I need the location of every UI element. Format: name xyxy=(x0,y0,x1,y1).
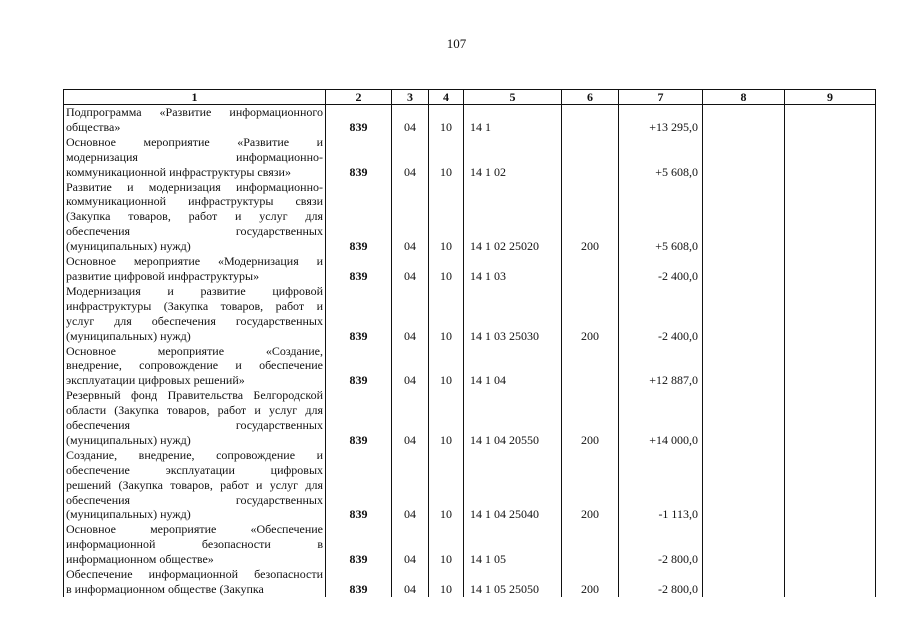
cell-c5: 14 1 04 25040 xyxy=(464,448,562,523)
row-name-cell xyxy=(64,105,326,135)
cell-c6: 200 xyxy=(562,284,619,344)
cell-c9 xyxy=(785,448,876,523)
cell-c9 xyxy=(785,522,876,567)
row-name-line: Обеспечение информационной безопасности xyxy=(66,567,323,582)
table-row xyxy=(64,522,876,567)
table-body xyxy=(64,105,876,598)
table-row xyxy=(64,180,876,255)
cell-c8 xyxy=(703,448,785,523)
row-name-cell xyxy=(64,344,326,389)
cell-c2: 839 xyxy=(326,284,392,344)
row-name-line: коммуникационной инфраструктуры связи xyxy=(66,194,323,209)
row-name-line: эксплуатации цифровых решений» xyxy=(66,373,245,388)
cell-c9 xyxy=(785,388,876,448)
row-name-line: услуг для обеспечения государственных xyxy=(66,313,323,328)
table-row xyxy=(64,388,876,448)
cell-c2: 839 xyxy=(326,522,392,567)
row-name-cell xyxy=(64,284,326,344)
table-row xyxy=(64,448,876,523)
cell-c9 xyxy=(785,105,876,135)
cell-c7: +13 295,0 xyxy=(619,105,703,135)
row-name-cell xyxy=(64,448,326,523)
cell-c8 xyxy=(703,522,785,567)
col-header-1: 1 xyxy=(64,90,326,105)
cell-c6 xyxy=(562,254,619,284)
row-name-line: (муниципальных) нужд) xyxy=(66,432,191,447)
cell-c4: 10 xyxy=(429,388,464,448)
table-row xyxy=(64,344,876,389)
cell-c2: 839 xyxy=(326,448,392,523)
cell-c4: 10 xyxy=(429,344,464,389)
col-header-7: 7 xyxy=(619,90,703,105)
cell-c6 xyxy=(562,344,619,389)
cell-c7: -2 400,0 xyxy=(619,284,703,344)
col-header-3: 3 xyxy=(392,90,429,105)
table-row xyxy=(64,254,876,284)
row-name-line: инфраструктуры (Закупка товаров, работ и xyxy=(66,298,323,313)
row-name-line: обеспечения государственных xyxy=(66,492,323,507)
cell-c3: 04 xyxy=(392,135,429,180)
col-header-8: 8 xyxy=(703,90,785,105)
cell-c2: 839 xyxy=(326,388,392,448)
cell-c8 xyxy=(703,344,785,389)
row-name-line: модернизация информационно- xyxy=(66,149,323,164)
cell-c2: 839 xyxy=(326,105,392,135)
cell-c8 xyxy=(703,180,785,255)
cell-c8 xyxy=(703,284,785,344)
cell-c5: 14 1 04 20550 xyxy=(464,388,562,448)
cell-c4: 10 xyxy=(429,284,464,344)
row-name-line: информационной безопасности в xyxy=(66,537,323,552)
row-name-line: области (Закупка товаров, работ и услуг для xyxy=(66,403,323,418)
row-name-line: в информационном обществе (Закупка xyxy=(66,582,264,596)
row-name-line: (муниципальных) нужд) xyxy=(66,239,191,254)
budget-table xyxy=(63,89,876,597)
row-name-cell xyxy=(64,522,326,567)
table-row xyxy=(64,135,876,180)
cell-c5: 14 1 05 xyxy=(464,522,562,567)
row-name-line: общества» xyxy=(66,119,121,134)
row-name-cell xyxy=(64,254,326,284)
cell-c3: 04 xyxy=(392,180,429,255)
cell-c8 xyxy=(703,254,785,284)
cell-c6 xyxy=(562,105,619,135)
col-header-5: 5 xyxy=(464,90,562,105)
row-name-line: внедрение, сопровождение и обеспечение xyxy=(66,358,323,373)
row-name-line: Основное мероприятие «Развитие и xyxy=(66,134,323,149)
row-name-line: Резервный фонд Правительства Белгородской xyxy=(66,388,323,403)
cell-c9 xyxy=(785,254,876,284)
col-header-9: 9 xyxy=(785,90,876,105)
cell-c9 xyxy=(785,344,876,389)
row-name-line: Развитие и модернизация информационно- xyxy=(66,179,323,194)
row-name-line: обеспечения государственных xyxy=(66,418,323,433)
cell-c6 xyxy=(562,135,619,180)
row-name-line: обеспечение эксплуатации цифровых xyxy=(66,462,323,477)
cell-c9 xyxy=(785,284,876,344)
row-name-line: Подпрограмма «Развитие информационного xyxy=(66,105,323,119)
row-name-line: (Закупка товаров, работ и услуг для xyxy=(66,209,323,224)
cell-c2: 839 xyxy=(326,254,392,284)
cell-c8 xyxy=(703,567,785,597)
cell-c4: 10 xyxy=(429,448,464,523)
cell-c7: -2 800,0 xyxy=(619,567,703,597)
cell-c5: 14 1 05 25050 xyxy=(464,567,562,597)
cell-c7: +12 887,0 xyxy=(619,344,703,389)
cell-c5: 14 1 03 25030 xyxy=(464,284,562,344)
row-name-line: Основное мероприятие «Обеспечение xyxy=(66,522,323,537)
header-row xyxy=(64,90,876,105)
cell-c5: 14 1 xyxy=(464,105,562,135)
cell-c8 xyxy=(703,388,785,448)
cell-c3: 04 xyxy=(392,522,429,567)
row-name-line: развитие цифровой инфраструктуры» xyxy=(66,268,260,283)
row-name-line: информационном обществе» xyxy=(66,552,214,567)
cell-c7: +5 608,0 xyxy=(619,180,703,255)
col-header-6: 6 xyxy=(562,90,619,105)
row-name-line: обеспечения государственных xyxy=(66,224,323,239)
cell-c3: 04 xyxy=(392,344,429,389)
row-name-line: Основное мероприятие «Модернизация и xyxy=(66,254,323,269)
table-row xyxy=(64,105,876,135)
cell-c5: 14 1 04 xyxy=(464,344,562,389)
cell-c6: 200 xyxy=(562,388,619,448)
cell-c6: 200 xyxy=(562,567,619,597)
cell-c3: 04 xyxy=(392,284,429,344)
cell-c4: 10 xyxy=(429,567,464,597)
cell-c7: -1 113,0 xyxy=(619,448,703,523)
cell-c5: 14 1 03 xyxy=(464,254,562,284)
row-name-line: Основное мероприятие «Создание, xyxy=(66,343,323,358)
cell-c2: 839 xyxy=(326,567,392,597)
cell-c4: 10 xyxy=(429,135,464,180)
cell-c3: 04 xyxy=(392,567,429,597)
cell-c9 xyxy=(785,180,876,255)
cell-c2: 839 xyxy=(326,135,392,180)
table-row xyxy=(64,284,876,344)
cell-c2: 839 xyxy=(326,180,392,255)
cell-c3: 04 xyxy=(392,105,429,135)
cell-c7: +5 608,0 xyxy=(619,135,703,180)
cell-c2: 839 xyxy=(326,344,392,389)
cell-c6 xyxy=(562,522,619,567)
cell-c5: 14 1 02 25020 xyxy=(464,180,562,255)
cell-c3: 04 xyxy=(392,254,429,284)
row-name-cell xyxy=(64,180,326,255)
cell-c8 xyxy=(703,105,785,135)
row-name-cell xyxy=(64,135,326,180)
cell-c8 xyxy=(703,135,785,180)
cell-c4: 10 xyxy=(429,105,464,135)
cell-c4: 10 xyxy=(429,180,464,255)
row-name-line: решений (Закупка товаров, работ и услуг для xyxy=(66,477,323,492)
table-row xyxy=(64,567,876,597)
row-name-line: коммуникационной инфраструктуры связи» xyxy=(66,164,291,179)
cell-c6: 200 xyxy=(562,448,619,523)
col-header-2: 2 xyxy=(326,90,392,105)
cell-c4: 10 xyxy=(429,254,464,284)
cell-c3: 04 xyxy=(392,448,429,523)
row-name-line: Создание, внедрение, сопровождение и xyxy=(66,447,323,462)
cell-c9 xyxy=(785,567,876,597)
cell-c3: 04 xyxy=(392,388,429,448)
cell-c7: -2 800,0 xyxy=(619,522,703,567)
col-header-4: 4 xyxy=(429,90,464,105)
cell-c5: 14 1 02 xyxy=(464,135,562,180)
row-name-cell xyxy=(64,567,326,597)
cell-c7: +14 000,0 xyxy=(619,388,703,448)
cell-c7: -2 400,0 xyxy=(619,254,703,284)
row-name-line: Модернизация и развитие цифровой xyxy=(66,283,323,298)
row-name-line: (муниципальных) нужд) xyxy=(66,328,191,343)
cell-c4: 10 xyxy=(429,522,464,567)
cell-c6: 200 xyxy=(562,180,619,255)
row-name-cell xyxy=(64,388,326,448)
row-name-line: (муниципальных) нужд) xyxy=(66,507,191,522)
page-number: 107 xyxy=(446,36,467,51)
cell-c9 xyxy=(785,135,876,180)
